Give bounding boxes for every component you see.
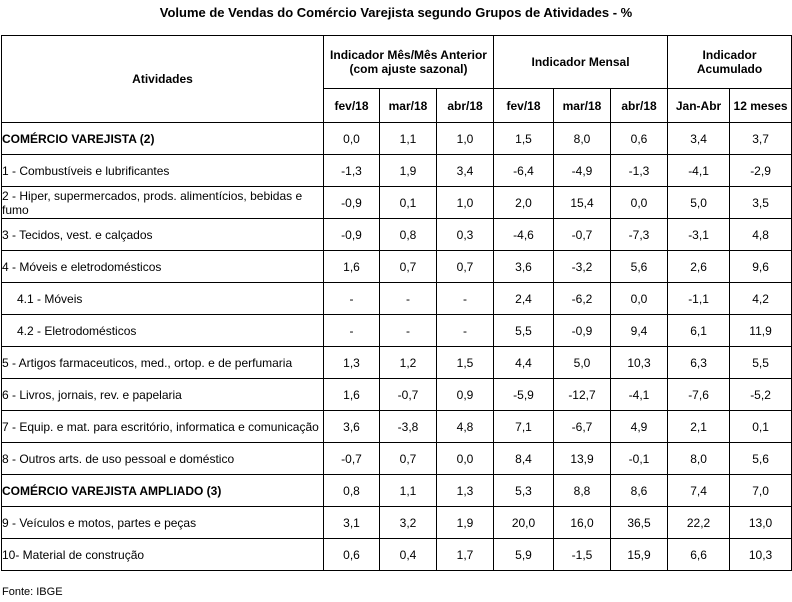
value-cell: 0,0 — [437, 443, 494, 475]
value-cell: 0,0 — [611, 187, 668, 219]
value-cell: 8,6 — [611, 475, 668, 507]
value-cell: -6,4 — [494, 155, 554, 187]
value-cell: 6,3 — [668, 347, 730, 379]
table-row — [2, 411, 792, 443]
table-row — [2, 219, 792, 251]
value-cell: -1,3 — [611, 155, 668, 187]
value-cell: -5,2 — [730, 379, 792, 411]
value-cell: 2,1 — [668, 411, 730, 443]
row-label: 4.1 - Móveis — [2, 283, 324, 315]
value-cell: - — [437, 283, 494, 315]
value-cell: 7,1 — [494, 411, 554, 443]
value-cell: -6,2 — [554, 283, 611, 315]
value-cell: 10,3 — [611, 347, 668, 379]
value-cell: -1,5 — [554, 539, 611, 571]
value-cell: -0,7 — [554, 219, 611, 251]
value-cell: 15,4 — [554, 187, 611, 219]
value-cell: 1,0 — [437, 187, 494, 219]
value-cell: 0,0 — [611, 283, 668, 315]
value-cell: 0,7 — [380, 251, 437, 283]
value-cell: - — [380, 315, 437, 347]
row-label: COMÉRCIO VAREJISTA (2) — [2, 123, 324, 155]
value-cell: 1,0 — [437, 123, 494, 155]
value-cell: 3,7 — [730, 123, 792, 155]
header-atividades: Atividades — [2, 36, 324, 123]
value-cell: -0,9 — [554, 315, 611, 347]
subheader-cell: mar/18 — [554, 89, 611, 123]
value-cell: 0,8 — [324, 475, 380, 507]
value-cell: -1,3 — [324, 155, 380, 187]
value-cell: 3,6 — [324, 411, 380, 443]
value-cell: 1,6 — [324, 251, 380, 283]
table-row — [2, 187, 792, 219]
value-cell: 4,2 — [730, 283, 792, 315]
value-cell: 5,3 — [494, 475, 554, 507]
value-cell: 5,9 — [494, 539, 554, 571]
table-row — [2, 155, 792, 187]
value-cell: 4,8 — [730, 219, 792, 251]
table-row — [2, 123, 792, 155]
value-cell: 5,0 — [668, 187, 730, 219]
subheader-cell: fev/18 — [494, 89, 554, 123]
value-cell: -12,7 — [554, 379, 611, 411]
value-cell: -4,1 — [668, 155, 730, 187]
value-cell: 3,2 — [380, 507, 437, 539]
value-cell: -1,1 — [668, 283, 730, 315]
value-cell: 10,3 — [730, 539, 792, 571]
value-cell: 9,4 — [611, 315, 668, 347]
value-cell: 4,8 — [437, 411, 494, 443]
table-row — [2, 347, 792, 379]
value-cell: 3,4 — [437, 155, 494, 187]
value-cell: 8,4 — [494, 443, 554, 475]
table-title: Volume de Vendas do Comércio Varejista segundo Grupos de Atividades - % — [159, 5, 633, 20]
table-row — [2, 251, 792, 283]
value-cell: 8,8 — [554, 475, 611, 507]
value-cell: 0,6 — [324, 539, 380, 571]
value-cell: -0,7 — [380, 379, 437, 411]
value-cell: 1,1 — [380, 123, 437, 155]
value-cell: 4,9 — [611, 411, 668, 443]
subheader-cell: abr/18 — [437, 89, 494, 123]
value-cell: -3,8 — [380, 411, 437, 443]
table-row — [2, 315, 792, 347]
value-cell: 16,0 — [554, 507, 611, 539]
value-cell: 0,9 — [437, 379, 494, 411]
table-row — [2, 283, 792, 315]
value-cell: 8,0 — [668, 443, 730, 475]
value-cell: 8,0 — [554, 123, 611, 155]
value-cell: 13,0 — [730, 507, 792, 539]
value-cell: -6,7 — [554, 411, 611, 443]
value-cell: - — [380, 283, 437, 315]
value-cell: 1,3 — [324, 347, 380, 379]
table-row — [2, 379, 792, 411]
value-cell: 13,9 — [554, 443, 611, 475]
value-cell: 6,6 — [668, 539, 730, 571]
value-cell: 1,7 — [437, 539, 494, 571]
header-row-top — [2, 36, 792, 89]
value-cell: 7,0 — [730, 475, 792, 507]
value-cell: 1,5 — [494, 123, 554, 155]
value-cell: 15,9 — [611, 539, 668, 571]
value-cell: 9,6 — [730, 251, 792, 283]
value-cell: 3,1 — [324, 507, 380, 539]
value-cell: 1,1 — [380, 475, 437, 507]
value-cell: 0,7 — [437, 251, 494, 283]
row-label: 3 - Tecidos, vest. e calçados — [2, 219, 324, 251]
value-cell: 2,4 — [494, 283, 554, 315]
value-cell: -7,3 — [611, 219, 668, 251]
value-cell: -5,9 — [494, 379, 554, 411]
value-cell: - — [324, 315, 380, 347]
row-label: 4 - Móveis e eletrodomésticos — [2, 251, 324, 283]
value-cell: 4,4 — [494, 347, 554, 379]
table-row — [2, 507, 792, 539]
value-cell: 1,2 — [380, 347, 437, 379]
value-cell: -0,7 — [324, 443, 380, 475]
value-cell: 3,6 — [494, 251, 554, 283]
subheader-cell: mar/18 — [380, 89, 437, 123]
value-cell: 22,2 — [668, 507, 730, 539]
value-cell: -7,6 — [668, 379, 730, 411]
header-mes-mes-anterior: Indicador Mês/Mês Anterior (com ajuste sazonal) — [324, 36, 494, 89]
value-cell: -0,9 — [324, 219, 380, 251]
row-label: 4.2 - Eletrodomésticos — [2, 315, 324, 347]
subheader-cell: Jan-Abr — [668, 89, 730, 123]
value-cell: 0,7 — [380, 443, 437, 475]
value-cell: -4,1 — [611, 379, 668, 411]
row-label: 1 - Combustíveis e lubrificantes — [2, 155, 324, 187]
row-label: 10- Material de construção — [2, 539, 324, 571]
value-cell: 0,1 — [380, 187, 437, 219]
value-cell: 5,6 — [611, 251, 668, 283]
value-cell: 1,3 — [437, 475, 494, 507]
row-label: 7 - Equip. e mat. para escritório, informatica e comunicação — [2, 411, 324, 443]
value-cell: 6,1 — [668, 315, 730, 347]
value-cell: -2,9 — [730, 155, 792, 187]
row-label: 6 - Livros, jornais, rev. e papelaria — [2, 379, 324, 411]
value-cell: 0,1 — [730, 411, 792, 443]
value-cell: 1,9 — [437, 507, 494, 539]
value-cell: 3,5 — [730, 187, 792, 219]
row-label: COMÉRCIO VAREJISTA AMPLIADO (3) — [2, 475, 324, 507]
row-label: 8 - Outros arts. de uso pessoal e doméstico — [2, 443, 324, 475]
value-cell: -4,9 — [554, 155, 611, 187]
value-cell: 5,5 — [730, 347, 792, 379]
table-body — [2, 123, 792, 571]
value-cell: 0,4 — [380, 539, 437, 571]
value-cell: -0,1 — [611, 443, 668, 475]
value-cell: 0,6 — [611, 123, 668, 155]
value-cell: 5,5 — [494, 315, 554, 347]
value-cell: 20,0 — [494, 507, 554, 539]
value-cell: 2,6 — [668, 251, 730, 283]
value-cell: 11,9 — [730, 315, 792, 347]
value-cell: - — [437, 315, 494, 347]
table-row — [2, 539, 792, 571]
value-cell: 1,9 — [380, 155, 437, 187]
subheader-cell: fev/18 — [324, 89, 380, 123]
value-cell: 1,6 — [324, 379, 380, 411]
sales-table — [1, 35, 792, 571]
header-indicador-mensal: Indicador Mensal — [494, 36, 668, 89]
value-cell: 5,0 — [554, 347, 611, 379]
value-cell: 2,0 — [494, 187, 554, 219]
value-cell: -4,6 — [494, 219, 554, 251]
source-note: Fonte: IBGE — [2, 586, 63, 598]
value-cell: -3,2 — [554, 251, 611, 283]
table-row — [2, 443, 792, 475]
value-cell: 0,8 — [380, 219, 437, 251]
value-cell: -3,1 — [668, 219, 730, 251]
value-cell: - — [324, 283, 380, 315]
table-row — [2, 475, 792, 507]
subheader-cell: 12 meses — [730, 89, 792, 123]
header-indicador-acumulado: Indicador Acumulado — [668, 36, 792, 89]
value-cell: 3,4 — [668, 123, 730, 155]
subheader-cell: abr/18 — [611, 89, 668, 123]
value-cell: 1,5 — [437, 347, 494, 379]
value-cell: 36,5 — [611, 507, 668, 539]
value-cell: -0,9 — [324, 187, 380, 219]
value-cell: 5,6 — [730, 443, 792, 475]
value-cell: 0,0 — [324, 123, 380, 155]
value-cell: 0,3 — [437, 219, 494, 251]
value-cell: 7,4 — [668, 475, 730, 507]
row-label: 9 - Veículos e motos, partes e peças — [2, 507, 324, 539]
row-label: 2 - Hiper, supermercados, prods. alimentícios, bebidas e fumo — [2, 187, 324, 219]
row-label: 5 - Artigos farmaceuticos, med., ortop. e de perfumaria — [2, 347, 324, 379]
